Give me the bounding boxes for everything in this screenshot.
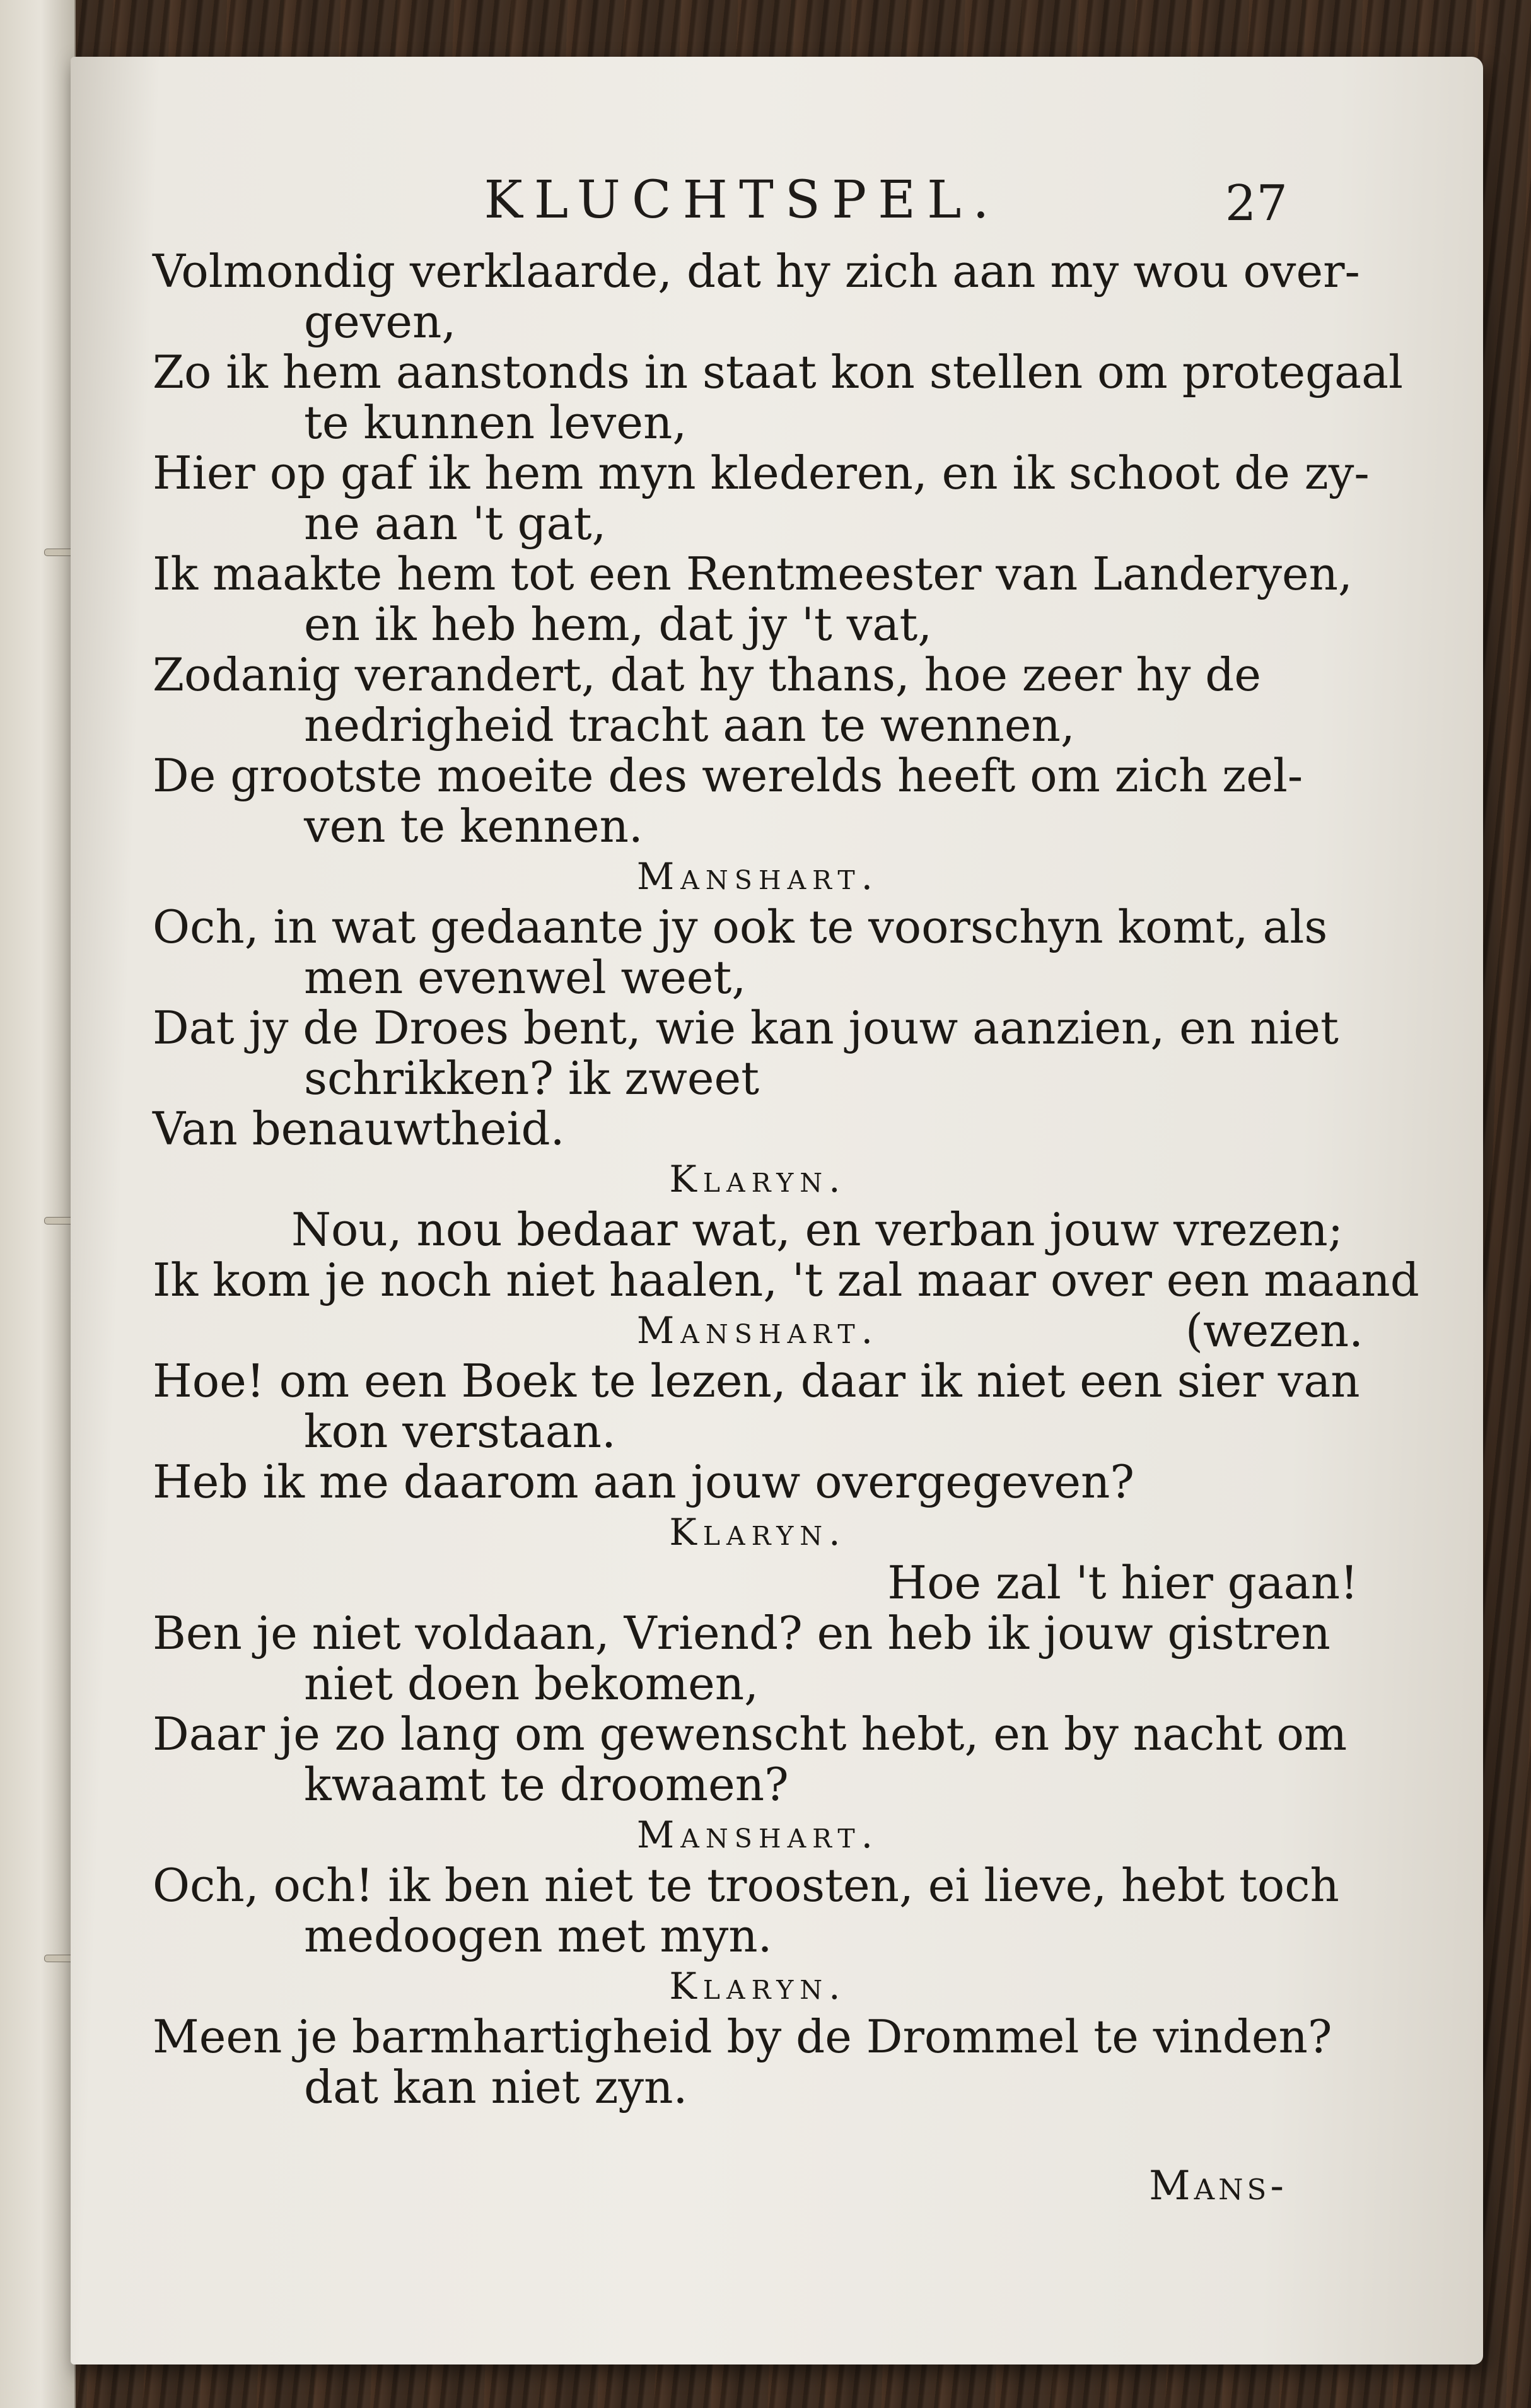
speaker-name: Manshart.: [636, 1309, 880, 1352]
text-line: geven,: [304, 295, 457, 348]
speaker-name: Manshart.: [636, 1813, 880, 1856]
text-line: dat kan niet zyn.: [304, 2061, 688, 2114]
text-line: Daar je zo lang om gewenscht hebt, en by nacht om: [153, 1707, 1348, 1760]
speaker-name: Klaryn.: [669, 1511, 847, 1554]
text-line: Heb ik me daarom aan jouw overgegeven?: [153, 1455, 1134, 1508]
text-line: en ik heb hem, dat jy 't vat,: [304, 598, 933, 651]
text-line: medoogen met myn.: [304, 1909, 772, 1962]
text-line: men evenwel weet,: [304, 951, 747, 1004]
text-line: kon verstaan.: [304, 1405, 616, 1458]
play-text: [153, 245, 1419, 2114]
text-line: Hoe zal 't hier gaan!: [887, 1556, 1358, 1609]
text-line: Dat jy de Droes bent, wie kan jouw aanzien, en niet: [153, 1001, 1339, 1054]
text-line: Ben je niet voldaan, Vriend? en heb ik jouw gistren: [153, 1607, 1330, 1660]
text-line: ven te kennen.: [304, 800, 643, 852]
text-line: Van benauwtheid.: [153, 1102, 565, 1155]
text-line: Ik maakte hem tot een Rentmeester van Landeryen,: [153, 547, 1353, 600]
text-line: kwaamt te droomen?: [304, 1758, 789, 1811]
speaker-name: Klaryn.: [669, 1965, 847, 2008]
text-line: schrikken? ik zweet: [304, 1052, 760, 1105]
text-line: te kunnen leven,: [304, 396, 687, 449]
text-line: Nou, nou bedaar wat, en verban jouw vrezen;: [291, 1203, 1343, 1256]
catchword: Mans-: [1149, 2163, 1288, 2209]
text-line: De grootste moeite des werelds heeft om zich zel-: [153, 749, 1303, 802]
text-line: Zodanig verandert, dat hy thans, hoe zeer hy de: [153, 648, 1261, 701]
page-header: [71, 170, 1483, 246]
speaker-name: Manshart.: [636, 855, 880, 898]
text-line: Och, in wat gedaante jy ook te voorschyn komt, als: [153, 900, 1328, 953]
text-line: Volmondig verklaarde, dat hy zich aan my wou over-: [153, 245, 1360, 298]
page-number: 27: [1225, 175, 1288, 232]
text-line: Och, och! ik ben niet te troosten, ei lieve, hebt toch: [153, 1859, 1339, 1912]
text-line: Meen je barmhartigheid by de Drommel te vinden?: [153, 2010, 1332, 2063]
text-line: Hoe! om een Boek te lezen, daar ik niet een sier van: [153, 1354, 1360, 1407]
text-line: Hier op gaf ik hem myn klederen, en ik schoot de zy-: [153, 446, 1370, 499]
turnover-word: (wezen.: [1185, 1304, 1363, 1357]
text-line: niet doen bekomen,: [304, 1657, 759, 1710]
left-page-edge: [0, 0, 76, 2408]
speaker-row: [153, 1305, 1363, 1356]
text-line: Zo ik hem aanstonds in staat kon stellen om protegaal: [153, 346, 1404, 398]
speaker-name: Klaryn.: [669, 1158, 847, 1201]
running-title: KLUCHTSPEL.: [484, 170, 1001, 230]
text-line: nedrigheid tracht aan te wennen,: [304, 699, 1075, 752]
text-line: ne aan 't gat,: [304, 497, 607, 550]
text-line: Ik kom je noch niet haalen, 't zal maar over een maand: [153, 1253, 1419, 1306]
book-page: [71, 57, 1483, 2364]
